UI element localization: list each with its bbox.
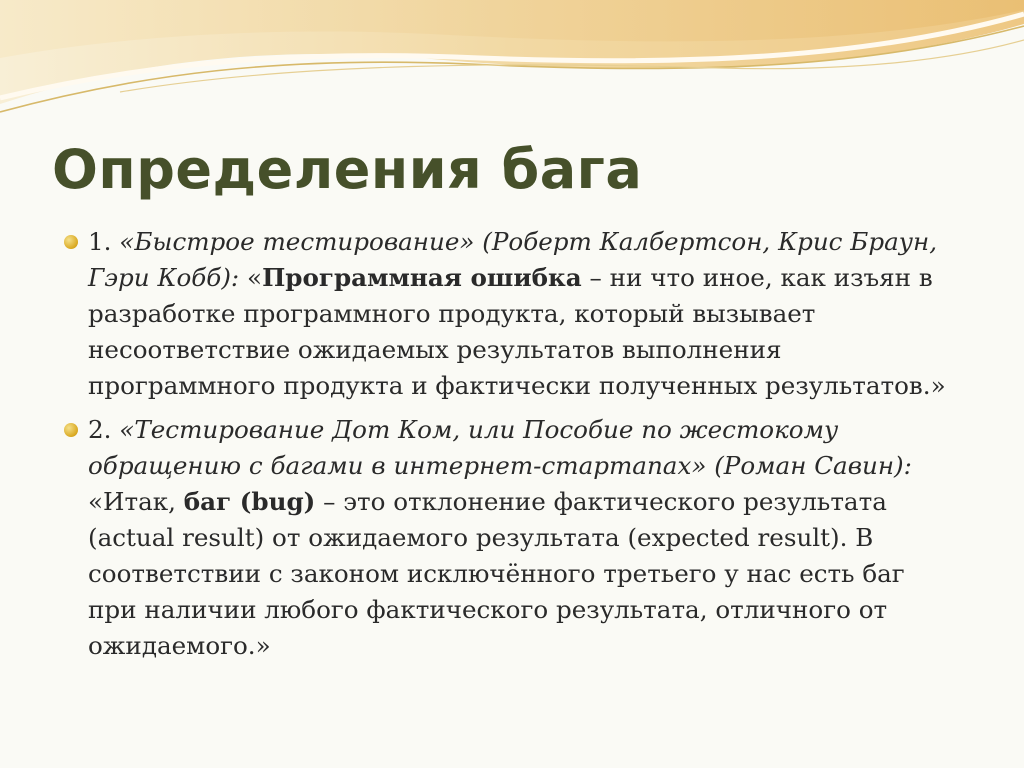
list-item xyxy=(60,224,960,404)
bullet-icon xyxy=(64,235,78,249)
item-number: 2. xyxy=(88,415,120,444)
item-number: 1. xyxy=(88,227,120,256)
source-title: «Быстрое тестирование» xyxy=(119,227,475,256)
source-authors: (Роман Савин): xyxy=(706,451,912,480)
defined-term: баг (bug) xyxy=(183,487,316,516)
quote-open: « xyxy=(247,263,263,292)
source-authors: (Роберт Калбертсон, Крис Браун, Гэри Кобб): xyxy=(88,227,938,292)
source-title: «Тестирование Дот Ком, или Пособие по жестокому обращению с багами в интернет-стартапах» xyxy=(88,415,839,480)
definition-text: – ни что иное, как изъян в разработке программного продукта, который вызывает несоответствие ожидаемых результатов выполнения программного продукта и фактически полученных результатов.» xyxy=(88,263,946,400)
decorative-waves xyxy=(0,0,1024,140)
defined-term: Программная ошибка xyxy=(262,263,582,292)
slide-title: Определения бага xyxy=(52,138,643,201)
bullet-icon xyxy=(64,423,78,437)
definition-text: – это отклонение фактического результата (actual result) от ожидаемого результата (expected result). В соответствии с законом исключённого третьего у нас есть баг при наличии любого фактического результата, отличного от ожидаемого.» xyxy=(88,487,905,660)
quote-lead: «Итак, xyxy=(88,487,184,516)
definitions-list xyxy=(60,224,960,664)
list-item xyxy=(60,412,960,664)
